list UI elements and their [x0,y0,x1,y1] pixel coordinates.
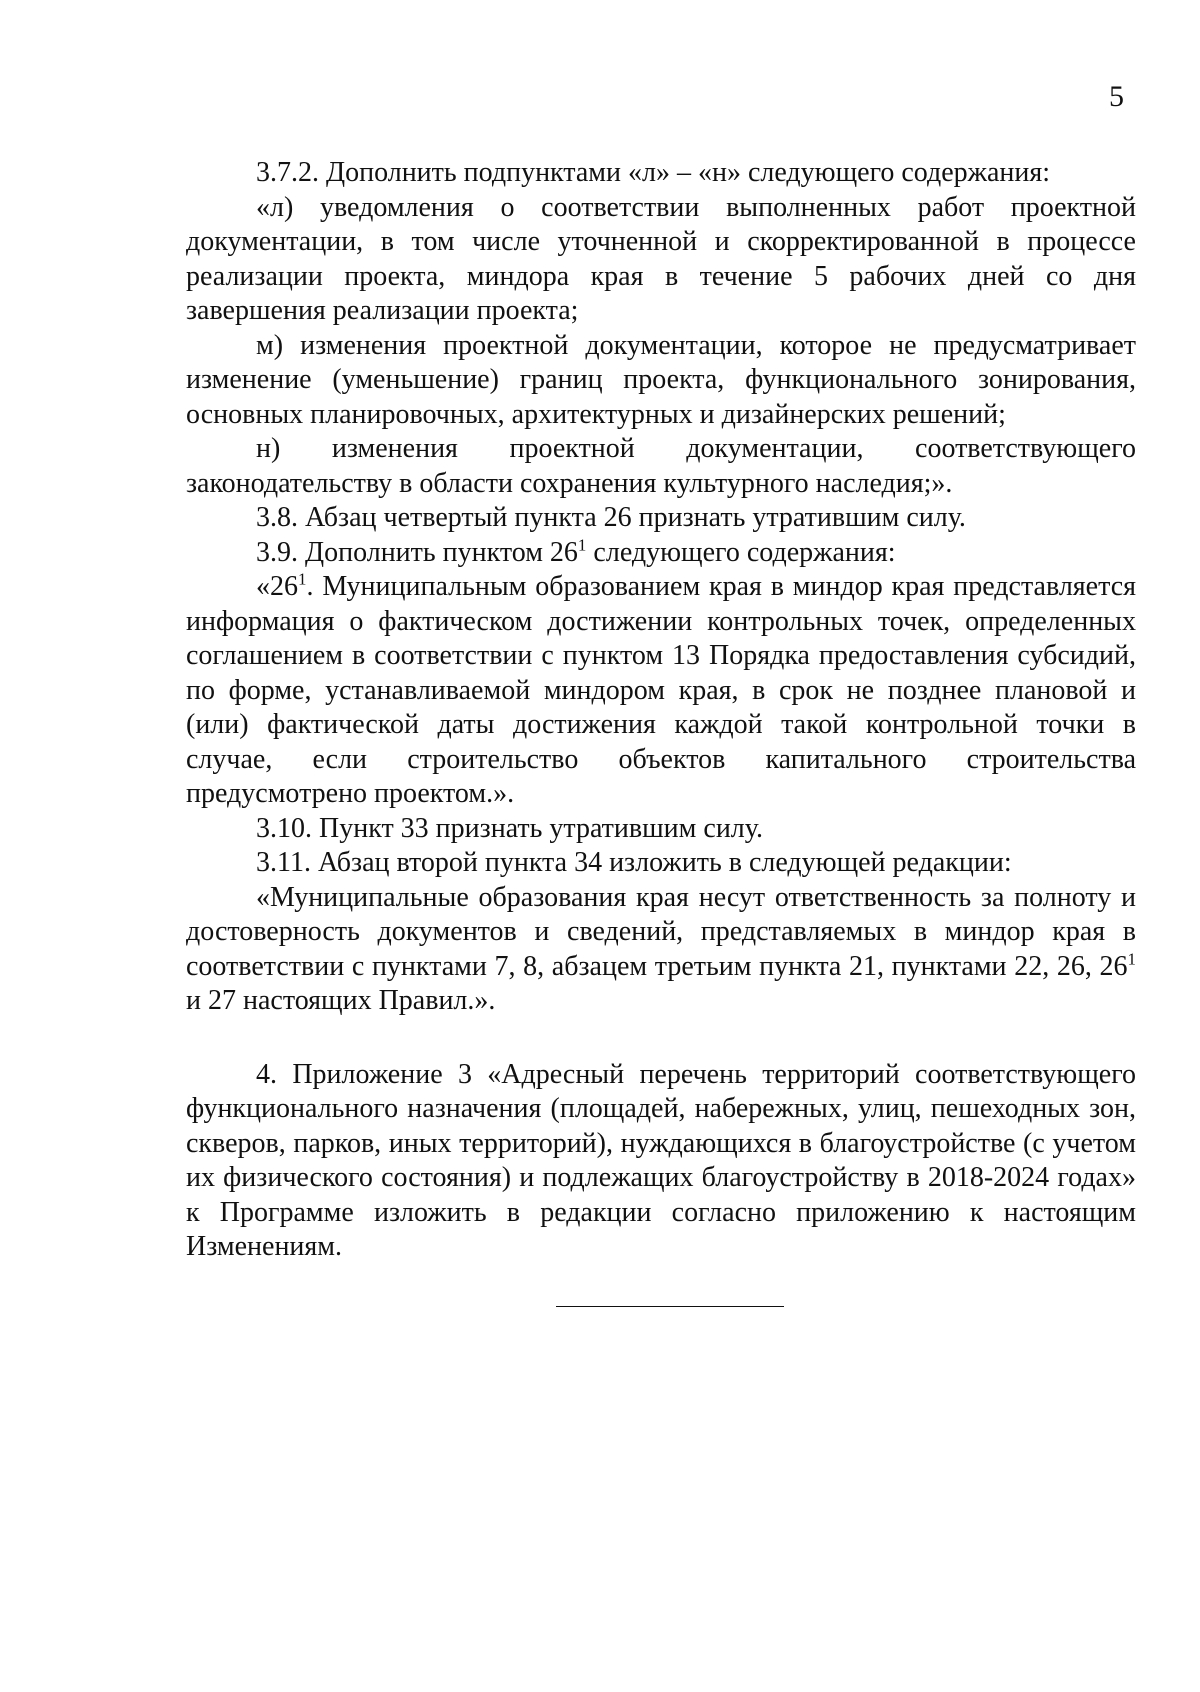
paragraph-4: 4. Приложение 3 «Адресный перечень территорий соответствующего функционального назначения (площадей, набережных, улиц, пешеходных зон, скверов, парков, иных территорий), нуждающихся в благоустройстве (с учетом их физического состояния) и подлежащих благоустройству в 2018-2024 годах» к Программе изложить в редакции согласно приложению к настоящим Изменениям. [186,1058,1136,1262]
paragraph-3-11: 3.11. Абзац второй пункта 34 изложить в следующей редакции: [256,847,1012,878]
paragraph-item-26-1 [186,570,1136,812]
paragraph-subitem-l: «л) уведомления о соответствии выполненных работ проектной документации, в том числе уточненной и скорректированной в процессе реализации проекта, миндора края в течение 5 рабочих дней со дня завершения реализации проекта; [186,191,1136,326]
paragraph-responsibility-text-after: и 27 настоящих Правил.». [186,985,496,1016]
page-number: 5 [1109,80,1124,113]
end-of-document-rule [556,1306,784,1307]
superscript-1: 1 [1127,949,1136,969]
paragraph-3-7-2: 3.7.2. Дополнить подпунктами «л» – «н» следующего содержания: [256,157,1051,188]
paragraph-3-9-text-before: 3.9. Дополнить пунктом 26 [256,536,578,568]
paragraph-3-9-text-after: следующего содержания: [586,536,896,568]
paragraph-3-8: 3.8. Абзац четвертый пункта 26 признать утратившим силу. [256,502,966,533]
paragraph-subitem-m: м) изменения проектной документации, которое не предусматривает изменение (уменьшение) границ проекта, функционального зонирования, основных планировочных, архитектурных и дизайнерских решений; [186,329,1136,430]
paragraph-responsibility-text-before: «Муниципальные образования края несут ответственность за полноту и достоверность документов и сведений, представляемых в миндор края в соответствии с пунктами 7, 8, абзацем третьим пункта 21, пунктами 22, 26, 26 [186,881,1136,982]
paragraph-responsibility [186,881,1136,1019]
paragraph-subitem-n: н) изменения проектной документации, соответствующего законодательству в области сохранения культурного наследия;». [186,433,1136,499]
paragraph-3-9 [186,536,1136,571]
paragraph-item-26-1-text-after: . Муниципальным образованием края в миндор края представляется информация о фактическом достижении контрольных точек, определенных соглашением в соответствии с пунктом 13 Порядка предоставления субсидий, по форме, устанавливаемой миндором края, в срок не позднее плановой и (или) фактической даты достижения каждой такой контрольной точки в случае, если строительство объектов капитального строительства предусмотрено проектом.». [186,571,1136,809]
paragraph-item-26-1-text-before: «26 [256,571,298,602]
superscript-1: 1 [298,569,307,589]
superscript-1: 1 [577,535,587,555]
document-body [186,156,1136,1265]
paragraph-3-10: 3.10. Пункт 33 признать утратившим силу. [256,812,763,844]
